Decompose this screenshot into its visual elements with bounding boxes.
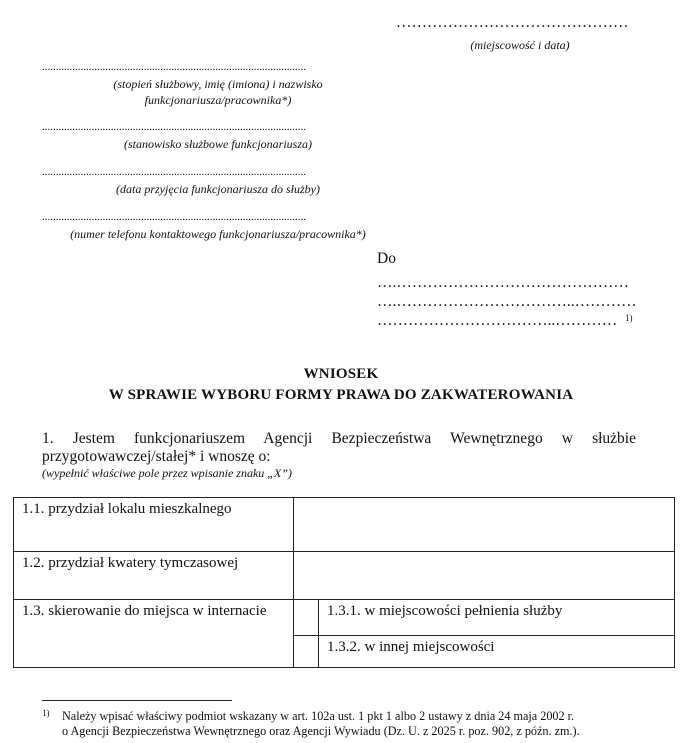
statement-hint: (wypełnić właściwe pole przez wpisanie znaku „X”) — [42, 466, 292, 480]
recipient-do-label: Do — [377, 250, 396, 267]
option-2-checkbox[interactable] — [294, 552, 675, 600]
place-date-line[interactable]: ……………………………………… — [396, 14, 629, 31]
statement-line-1: 1. Jestem funkcjonariuszem Agencji Bezpieczeństwa Wewnętrznego w służbie — [42, 430, 636, 447]
option-2-label: 1.2. przydział kwatery tymczasowej — [14, 552, 294, 600]
option-3-1-label: 1.3.1. w miejscowości pełnienia służby — [319, 600, 675, 636]
footnote-line-1: Należy wpisać właściwy podmiot wskazany w art. 102a ust. 1 pkt 1 albo 2 ustawy z dnia 24 maja 2002 r. — [62, 709, 575, 723]
option-3-2-checkbox[interactable] — [294, 636, 319, 668]
option-3-2-label: 1.3.2. w innej miejscowości — [319, 636, 675, 668]
options-table — [13, 497, 675, 668]
option-1-checkbox[interactable] — [294, 498, 675, 552]
recipient-line-3[interactable]: ……………………………..………… — [377, 312, 618, 329]
recipient-footnote-ref: 1) — [625, 313, 633, 323]
place-date-caption: (miejscowość i data) — [470, 38, 570, 52]
admission-date-caption: (data przyjęcia funkcjonariusza do służby) — [116, 182, 320, 196]
option-1-label: 1.1. przydział lokalu mieszkalnego — [14, 498, 294, 552]
footnote-separator — [42, 700, 232, 701]
position-field[interactable]: ................................................................................................ — [42, 121, 306, 133]
option-3-1-checkbox[interactable] — [294, 600, 319, 636]
document-subtitle: W SPRAWIE WYBORU FORMY PRAWA DO ZAKWATEROWANIA — [108, 387, 574, 403]
phone-field[interactable]: ................................................................................................ — [42, 211, 306, 223]
footnote-marker: 1) — [42, 708, 50, 718]
officer-name-caption-1: (stopień służbowy, imię (imiona) i nazwisko — [113, 77, 323, 91]
document-title: WNIOSEK — [303, 366, 379, 382]
admission-date-field[interactable]: ................................................................................................ — [42, 166, 306, 178]
recipient-line-2[interactable]: ….……………………………..………… — [377, 293, 637, 310]
recipient-line-1[interactable]: ….……………………………………… — [377, 274, 629, 291]
statement-line-2: przygotowawczej/stałej* i wnoszę o: — [42, 448, 271, 465]
option-3-label: 1.3. skierowanie do miejsca w internacie — [14, 600, 294, 668]
phone-caption: (numer telefonu kontaktowego funkcjonariusza/pracownika*) — [70, 227, 366, 241]
officer-name-caption-2: funkcjonariusza/pracownika*) — [144, 93, 292, 107]
position-caption: (stanowisko służbowe funkcjonariusza) — [124, 137, 312, 151]
officer-name-field[interactable]: ................................................................................................ — [42, 61, 306, 73]
footnote-line-2: o Agencji Bezpieczeństwa Wewnętrznego oraz Agencji Wywiadu (Dz. U. z 2025 r. poz. 902, z późn. zm.). — [62, 724, 580, 738]
